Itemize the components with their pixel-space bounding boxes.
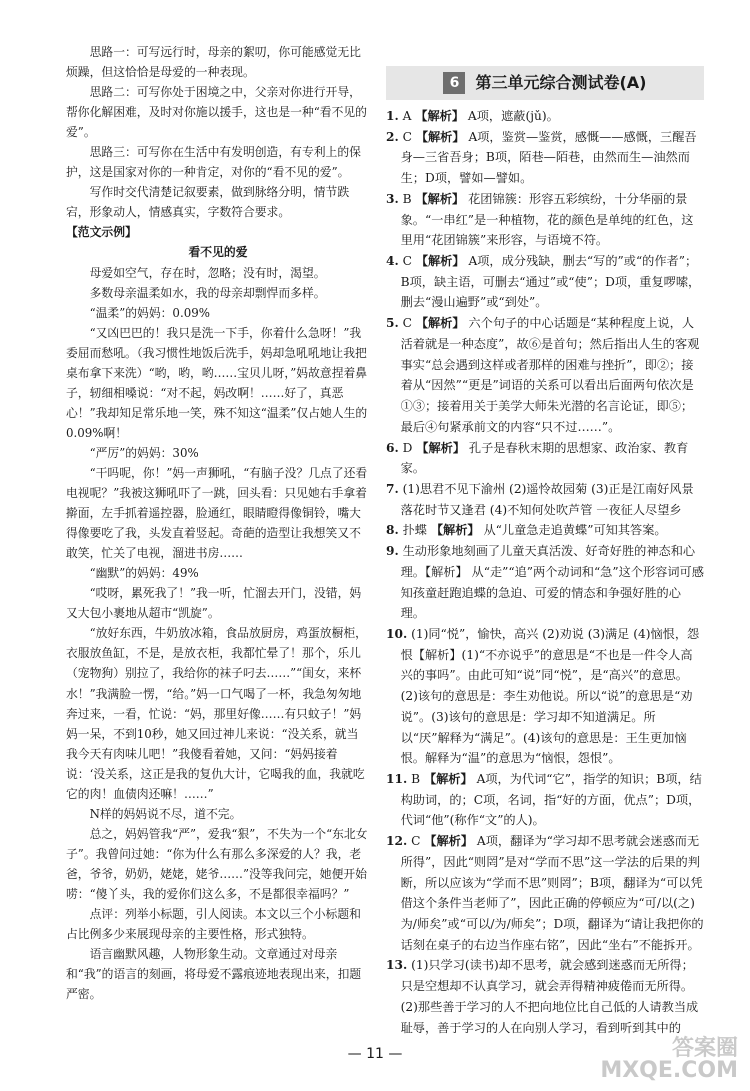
answer-text: A项，遮蔽(jǔ)。 (467, 109, 559, 123)
answer-number: 2. (386, 129, 399, 144)
answer-text: 花团锦簇：形容五彩缤纷，十分华丽的景象。“一串红”是一种植物，花的颜色是单纯的红色，这里用“花团锦簇”来形容，与语境不符。 (400, 191, 694, 248)
answer-choice: B (402, 191, 412, 206)
right-column (386, 56, 704, 1038)
analysis-tag: 【解析】 (430, 523, 480, 538)
essay-title: 看不见的爱 (188, 245, 248, 260)
answer-number: 4. (386, 254, 399, 269)
answer-text: 从“儿童急走追黄蝶”可知其答案。 (483, 523, 667, 538)
watermark-logo (588, 1038, 738, 1086)
essay-paragraph: “幽默”的妈妈：49% (89, 566, 199, 581)
answer-number: 12. (386, 834, 408, 849)
answer-number: 7. (386, 481, 399, 496)
answer-choice: 扑蝶 (402, 523, 427, 538)
answer-text: A项，成分残缺，删去“写的”或“的作者”；B项，缺主语，可删去“通过”或“使”；D项，重复啰嗦，删去“漫山遍野”或“到处”。 (400, 254, 701, 310)
answer-item (386, 831, 704, 955)
essay-paragraph: “放好东西，牛奶放冰箱，食品放厨房，鸡蛋放橱柜，衣服放鱼缸，不是，是放衣柜，我都忙晕了！那个，乐儿（宠物狗）别拉了，我给你的袜子叼去……”“闺女，来杯水！”我满脸一愣，“给。”妈一口气喝了一杯，我急匆匆地奔过来，一看，忙说：“妈，那里好像……有只蚊子！”妈妈一呆，不到10秒，她又回过神儿来说：“没关系，就当我今天有肉味儿吧！”我傻看着她，又问：“妈妈接着说：‘没关系，这正是我的复仇大计，它喝我的血，我就吃它的肉！血债肉还嘛！……” (66, 626, 367, 801)
answer-choice: C (402, 254, 412, 269)
answer-text: A项，翻译为“学习却不思考就会迷惑而无所得”，因此“则罔”是对“学而不思”这一学法的后果的判断，所以应该为“学而不思”则罔”；B项，翻译为“可以凭借这个条件当老师了”，因此正确的停顿应为“可/以(之)为/师矣”或“可以/为/师矣”；D项，翻译为“请让我把你的话刻在桌子的右边当作座右铭”，因此“坐右”不能拆开。 (400, 834, 704, 952)
section-number: 6 (443, 72, 465, 94)
analysis-tag: 【解析】 (415, 129, 465, 144)
answer-text: 孔子是春秋末期的思想家、政治家、教育家。 (400, 440, 689, 476)
essay-paragraph: “严厉”的妈妈：30% (89, 445, 199, 460)
essay-paragraph: “哎呀，累死我了！”我一听，忙溜去开门，没错，妈又大包小裹地从超市“凯旋”。 (66, 586, 362, 621)
answer-choice: B (411, 772, 421, 786)
page-number: — 11 — (347, 1046, 403, 1062)
watermark-url: MXQE.COM (600, 1058, 738, 1083)
analysis-tag: 【解析】 (415, 316, 465, 331)
answer-text: 生动形象地刻画了儿童天真活泼、好奇好胜的神态和心理。【解析】 从“走”“追”两个动词和“急”这个形容词可感知孩童赶跑追蝶的急迫、可爱的情态和争强好胜的心理。 (400, 544, 704, 621)
answer-number: 1. (386, 109, 399, 123)
answer-text: (1)思君不见下渝州 (2)遥怜故园菊 (3)正是江南好风景 落花时节又逢君 (4)不知何处吹芦管 一夜征人尽望乡 (400, 481, 694, 517)
section-title: 第三单元综合测试卷(A) (475, 72, 647, 92)
analysis-tag: 【解析】 (415, 109, 465, 123)
answer-number: 8. (386, 523, 399, 538)
answer-item (386, 624, 704, 769)
answer-number: 3. (386, 191, 399, 206)
idea-3: 思路三：可写你在生活中有发明创造，有专利上的保护，这是国家对你的一种肯定，对你的“看不见的爱”。 (66, 145, 361, 180)
answer-text: (1)同“悦”，愉快，高兴 (2)劝说 (3)满足 (4)恼恨，怨恨【解析】(1)“不亦说乎”的意思是“不也是一件令人高兴的事吗”。由此可知“说”同“悦”，是“高兴”的意思。(2)该句的意思是：李生劝他说。所以“说”的意思是“劝说”。(3)该句的意思是：学习却不知道满足。所以“厌”解释为“满足”。(4)该句的意思是：王生更加恼恨。解释为“温”的意思为“恼恨，怨恨”。 (400, 626, 700, 766)
analysis-tag: 【解析】 (424, 834, 474, 849)
essay-comment: 点评：列举小标题，引人阅读。本文以三个小标题和占比例多少来展现母亲的主要性格，形式独特。 (66, 907, 361, 942)
answer-item (386, 127, 704, 189)
answer-item (386, 106, 704, 127)
essay-paragraph: “又凶巴巴的！我只是洗一下手，你着什么急呀！”我委屈而愁吼。（我习惯性地饭后洗手，妈却急吼吼地让我把桌布拿下来洗）“哟，哟，哟……宝贝儿呀，”妈故意捏着鼻子，轫细相嗓说：“对不起，妈改啊！……好了，真恶心！”我却知足常乐地一笑，殊不知这“温柔”仅占她人生的0.09%啊！ (66, 325, 368, 440)
analysis-tag: 【解析】 (415, 191, 465, 206)
section-banner (386, 66, 704, 100)
essay-comment: 语言幽默风趣，人物形象生动。文章通过对母亲和“我”的语言的刻画，将母爱不露痕迹地表现出来，扣题严密。 (66, 947, 362, 1002)
answer-item (386, 313, 704, 437)
answer-text: A项，为代词“它”，指学的知识；B项，结构助词，的；C项，名词，指“好的方面，优点”；D项，代词“他”(称作“文”的人)。 (400, 772, 702, 828)
answer-number: 5. (386, 316, 399, 331)
answer-number: 11. (386, 772, 408, 786)
analysis-tag: 【解析】 (416, 440, 466, 455)
answer-number: 10. (386, 626, 408, 641)
answer-item (386, 541, 704, 624)
essay-paragraph: “温柔”的妈妈：0.09% (89, 305, 210, 320)
answer-item (386, 520, 704, 541)
essay-paragraph: 母爱如空气，存在时，忽略；没有时，渴望。 (89, 265, 326, 280)
answer-number: 6. (386, 440, 399, 455)
idea-2: 思路二：可写你处于困境之中，父亲对你进行开导，帮你化解困难，及时对你施以援手，这也是一种“看不见的爱”。 (66, 85, 367, 140)
answer-item (386, 955, 704, 1038)
answer-text: A项，鉴赏—鉴赏，感慨——感慨，三醒吾身—三省吾身；B项，陌巷—陌巷，由然而生—油然而生；D项，譬如—譬如。 (400, 129, 697, 186)
answer-choice: A (402, 109, 412, 123)
answer-choice: C (402, 316, 412, 331)
essay-paragraph: 总之，妈妈管我“严”，爱我“狠”，不失为一个“东北女子”。我曾问过她：“你为什么有那么多深爱的人？我，老爸，爷爷，奶奶，姥姥，姥爷……”没等我问完，她便开始唠：“傻丫头，我的爱你们这么多，不是都很幸福吗？” (66, 826, 368, 901)
essay-paragraph: N样的妈妈说不尽，道不完。 (89, 806, 242, 821)
answer-text: (1)只学习(读书)却不思考，就会感到迷惑而无所得；只是空想却不认真学习，就会弄得精神疲倦而无所得。(2)那些善于学习的人不把向地位比自己低的人请教当成耻辱，善于学习的人在向别人学习，看到听到其中的 (400, 958, 699, 1035)
left-column (66, 42, 370, 1004)
answer-number: 13. (386, 958, 408, 973)
answer-choice: C (411, 834, 421, 849)
answer-item (386, 251, 704, 313)
answer-choice: C (402, 129, 412, 144)
analysis-tag: 【解析】 (423, 772, 473, 786)
answer-item (386, 479, 704, 520)
writing-requirement: 写作时交代清楚记叙要素，做到脉络分明，情节跌宕，形象动人，情感真实，字数符合要求。 (66, 185, 350, 220)
essay-paragraph: “干吗呢，你！”妈一声狮吼，“有脑子没？几点了还看电视呢？”我被这狮吼吓了一跳，回头看：只见她右手拿着擀面，左手抓着遥控器，脸通红，眼睛瞪得像铜铃，嘴大得像要吃了我，头发直着竖起。奇葩的造型让我想笑又不敢笑，忙关了电视，溜进书房…… (66, 465, 368, 561)
answer-item (386, 769, 704, 831)
answer-item (386, 189, 704, 251)
answer-item (386, 438, 704, 479)
watermark-text: 答案圈 (671, 1036, 738, 1061)
essay-paragraph: 多数母亲温柔如水，我的母亲却剽悍而多样。 (89, 285, 326, 300)
idea-1: 思路一：可写远行时，母亲的絮叨，你可能感觉无比烦躁，但这恰恰是母爱的一种表现。 (66, 45, 361, 80)
analysis-tag: 【解析】 (415, 254, 465, 269)
answer-list (386, 106, 704, 1038)
answer-choice: D (402, 440, 413, 455)
answer-number: 9. (386, 544, 399, 559)
answer-text: 六个句子的中心话题是“某种程度上说，人活着就是一种态度”，故⑥是首句；然后指出人生的客观事实“总会遇到这样或者那样的困难与挫折”，即②；接着从“因然”“更是”词语的关系可以看出后面两句依次是①③；接着用关于美学大师朱光潜的名言论证，即⑤；最后④句紧承前文的内容“只不过……”。 (400, 316, 700, 434)
sample-heading: 【范文示例】 (66, 225, 137, 240)
